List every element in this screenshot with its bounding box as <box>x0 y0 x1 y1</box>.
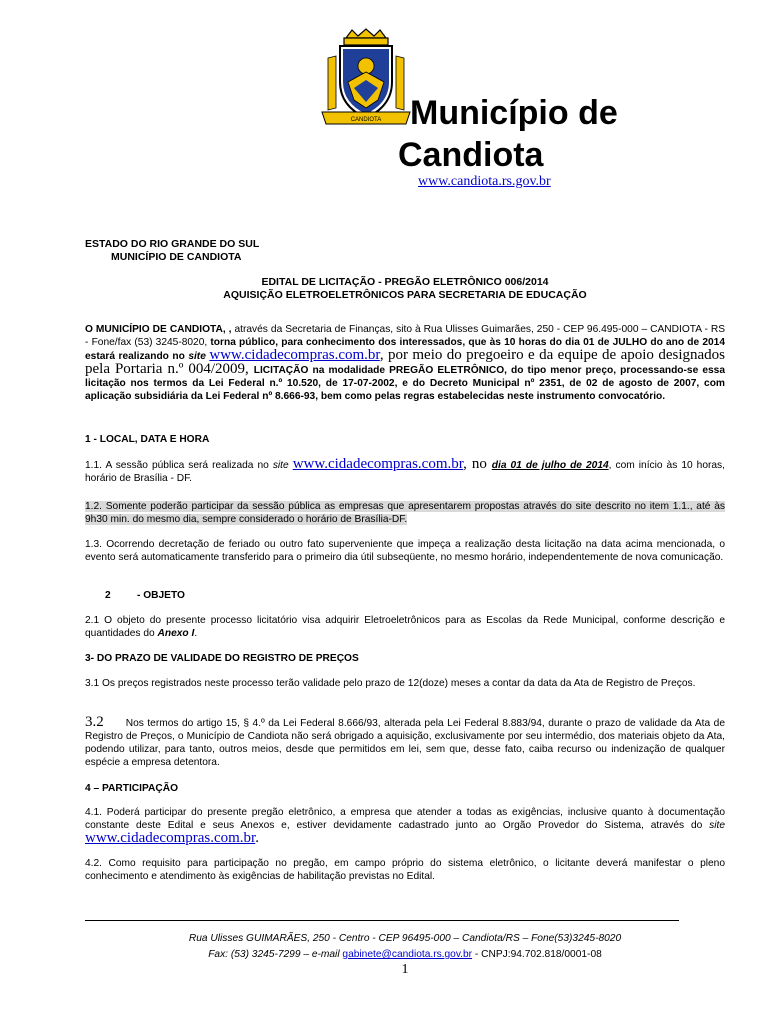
crest-ribbon-text: CANDIOTA <box>350 117 382 123</box>
p11-no: , no <box>463 456 492 472</box>
footer-fax: Fax: (53) 3245-7299 – e-mail <box>208 949 343 960</box>
paragraph-4-2: 4.2. Como requisito para participação no pregão, em campo próprio do sistema eletrônico, o licitante deverá manifestar o pleno conhecimento e atendimento às exigências de habilitação previstas no Edital. <box>85 858 725 882</box>
p11-rest: , com início às 10 horas, horário de Brasília - DF. <box>85 460 725 484</box>
p41-end: . <box>255 830 259 846</box>
p11-site-word: site <box>272 460 289 471</box>
p32-text: Nos termos do artigo 15, § 4.º da Lei Federal 8.666/93, alterada pela Lei Federal 8.883/94, durante o prazo de validade da Ata de Registro de Preços, o Município de Candiota não será obrigado a aquisição, exclusivamente por seu intermédio, dos materiais objeto da Ata, podendo utilizar, para tanto, outros meios, desde que permitidos em lei, sem que, desse fato, caiba recurso ou indenização de qualquer espécie a empresa detentora. <box>85 718 725 768</box>
paragraph-1-1 <box>85 458 725 485</box>
p41-text: 4.1. Poderá participar do presente pregão eletrônico, a empresa que atender a todas as exigências, inclusive quanto à documentação constante deste Edital e seus Anexos e, estiver devidamente cadastrado junto ao Orgão Provedor do Sistema, através do <box>85 807 725 831</box>
p41-site-word: site <box>709 820 725 831</box>
intro-paragraph <box>85 323 725 403</box>
state-header <box>85 238 259 264</box>
p21-annex: Anexo I <box>157 628 195 639</box>
intro-bold-announcement: torna público, para conhecimento dos interessados, que às 10 horas do dia 01 de JULHO do ano de 2014 estará realizando no <box>85 337 725 362</box>
section-4-heading: 4 – PARTICIPAÇÃO <box>85 783 179 794</box>
paragraph-1-3: 1.3. Ocorrendo decretação de feriado ou outro fato superveniente que impeça a realização desta licitação na data acima mencionada, o evento será automaticamente transferido para o primeiro dia útil subseqüente, no mesmo horário, independentemente de nova comunicação. <box>85 539 725 563</box>
edital-title <box>85 276 725 302</box>
p11-date: dia 01 de julho de 2014 <box>491 460 609 471</box>
p21-end: . <box>194 628 198 639</box>
intro-text: através da Secretaria de Finanças, sito à Rua Ulisses Guimarães, 250 - CEP 96.495-000 – CANDIOTA - RS - Fone/fax (53) 3245-8020, <box>85 324 725 348</box>
footer-address: Rua Ulisses GUIMARÃES, 250 - Centro - CEP 96495-000 – Candiota/RS – Fone(53)3245-8020 <box>188 933 622 944</box>
footer-cnpj: - CNPJ:94.702.818/0001-08 <box>472 949 602 960</box>
paragraph-3-2 <box>85 716 725 769</box>
paragraph-1-2 <box>85 500 725 526</box>
section-1-heading: 1 - LOCAL, DATA E HORA <box>85 434 210 445</box>
p12-text: 1.2. Somente poderão participar da sessão pública as empresas que apresentarem propostas através do site descrito no item 1.1., até às 9h30 min. do mesmo dia, sempre considerado o horário de Brasília-DF. <box>85 501 725 525</box>
p11-text-a: 1.1. A sessão pública será realizada no <box>85 460 273 471</box>
paragraph-4-1 <box>85 806 725 846</box>
municipality-website-link[interactable]: www.candiota.rs.gov.br <box>418 174 551 189</box>
p11-cidadecompras-link[interactable]: www.cidadecompras.com.br <box>292 456 464 472</box>
page-footer <box>85 931 725 963</box>
municipality-name: MUNICÍPIO DE CANDIOTA <box>111 251 242 263</box>
footer-divider <box>85 920 679 921</box>
intro-cidadecompras-link[interactable]: www.cidadecompras.com.br <box>209 347 380 363</box>
p32-number: 3.2 <box>85 714 104 730</box>
p21-text: 2.1 O objeto do presente processo licitatório visa adquirir Eletroeletrônicos para as Escolas da Rede Municipal, conforme descrição e quantidades do <box>85 615 725 639</box>
section-2-number: 2 <box>105 590 111 601</box>
state-name: ESTADO DO RIO GRANDE DO SUL <box>85 238 260 250</box>
intro-site-word: site <box>188 351 206 362</box>
intro-bold-municipality: O MUNICÍPIO DE CANDIOTA, , <box>85 324 232 335</box>
section-2-title: - OBJETO <box>137 590 185 601</box>
intro-portaria-text: , por meio do pregoeiro e da equipe de apoio designados pela Portaria n.º 004/2009, <box>85 347 725 377</box>
paragraph-3-1: 3.1 Os preços registrados neste processo terão validade pelo prazo de 12(doze) meses a contar da data da Ata de Registro de Preços. <box>85 678 696 689</box>
title-line-2: Candiota <box>398 136 544 174</box>
p41-cidadecompras-link[interactable]: www.cidadecompras.com.br <box>85 830 256 846</box>
edital-title-line-2: AQUISIÇÃO ELETROELETRÔNICOS PARA SECRETARIA DE EDUCAÇÃO <box>223 289 587 301</box>
footer-contact <box>85 947 725 963</box>
paragraph-2-1 <box>85 614 725 640</box>
section-2-heading <box>85 589 725 602</box>
page-number: 1 <box>401 962 409 977</box>
title-line-1: Município de <box>410 94 618 132</box>
footer-email-link[interactable]: gabinete@candiota.rs.gov.br <box>342 949 473 960</box>
intro-bold-modality: LICITAÇÃO na modalidade PREGÃO ELETRÔNICO, do tipo menor preço, processando-se essa licitação nos termos da Lei Federal n.º 10.520, de 17-07-2002, e do Decreto Municipal nº 2351, de 02 de agosto de 2007, com aplicação subsidiária da Lei Federal nº 8.666-93, bem como pelas regras estabelecidas neste instrumento convocatório. <box>85 365 725 402</box>
edital-title-line-1: EDITAL DE LICITAÇÃO - PREGÃO ELETRÔNICO 006/2014 <box>261 276 549 288</box>
page-title <box>398 92 728 176</box>
section-3-heading: 3- DO PRAZO DE VALIDADE DO REGISTRO DE PREÇOS <box>85 653 359 664</box>
